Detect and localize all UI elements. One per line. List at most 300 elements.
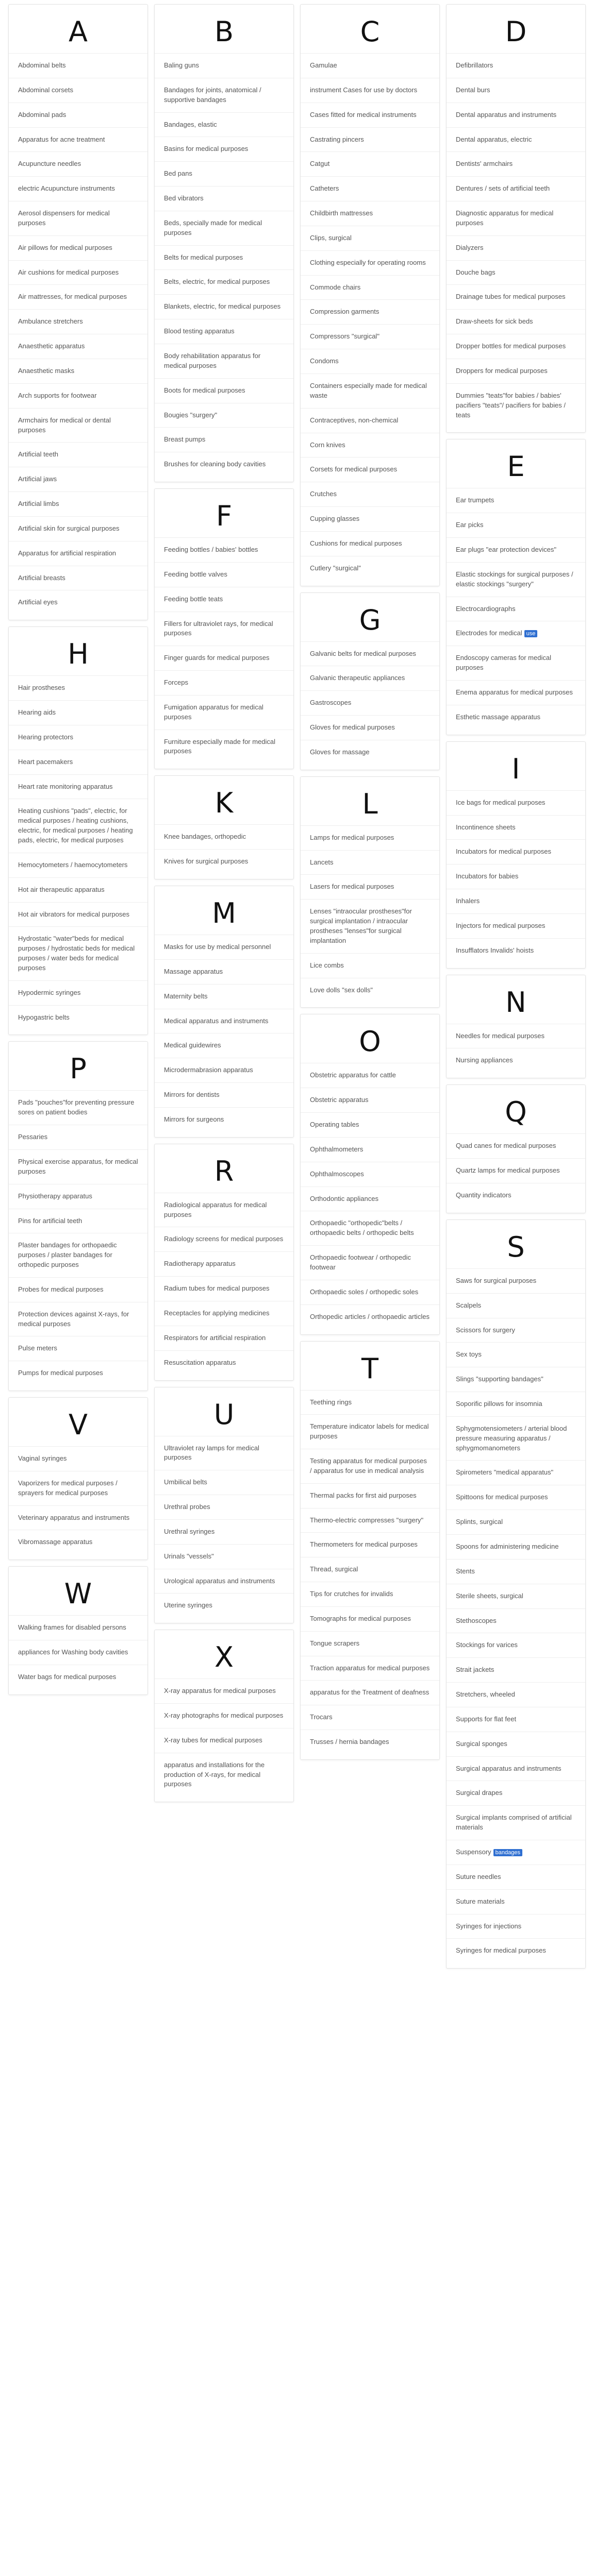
category-link[interactable] [155,1544,293,1569]
category-link[interactable] [9,774,147,799]
category-link[interactable] [447,260,585,285]
category-label: Ambulance stretchers [18,317,83,326]
category-link[interactable] [9,675,147,700]
category-link[interactable] [155,186,293,211]
category-link[interactable] [155,1276,293,1301]
category-link[interactable] [447,1840,585,1865]
category-link[interactable] [9,78,147,103]
category-link[interactable] [9,1446,147,1471]
category-link[interactable] [301,1656,439,1681]
letter-heading: Q [505,1096,527,1129]
category-link[interactable] [9,1302,147,1336]
category-label: Fumigation apparatus for medical purposes [164,703,263,721]
category-link[interactable] [447,1268,585,1293]
category-link[interactable] [301,641,439,666]
letter-heading: E [507,450,525,483]
category-label: Heart rate monitoring apparatus [18,782,113,790]
category-link[interactable] [155,1227,293,1251]
category-label: Traction apparatus for medical purposes [310,1664,430,1672]
category-link[interactable] [301,850,439,875]
letter-heading: H [68,638,89,671]
category-link[interactable] [447,1416,585,1461]
category-link[interactable] [301,978,439,1003]
category-link[interactable] [301,103,439,127]
category-link[interactable] [301,1449,439,1483]
category-link[interactable] [447,1608,585,1633]
category-link[interactable] [155,1107,293,1132]
category-link[interactable] [301,1606,439,1631]
category-link[interactable] [301,1508,439,1533]
category-link[interactable] [301,666,439,690]
category-label: Air cushions for medical purposes [18,268,119,276]
category-label: Obstetric apparatus [310,1096,369,1104]
category-label: Dialyzers [456,243,484,251]
category-link[interactable] [447,621,585,646]
category-link[interactable] [9,284,147,309]
letter-heading: B [214,15,234,48]
category-link[interactable] [9,309,147,334]
category-link[interactable] [155,1193,293,1227]
category-link[interactable] [9,799,147,852]
category-link[interactable] [301,1557,439,1582]
letter-card-f [154,488,294,769]
category-link[interactable] [9,127,147,152]
category-link[interactable] [301,1582,439,1606]
category-link[interactable] [9,1233,147,1277]
category-link[interactable] [9,103,147,127]
category-link[interactable] [447,597,585,621]
category-label: Hot air therapeutic apparatus [18,885,105,893]
category-link[interactable] [9,902,147,927]
category-link[interactable] [9,260,147,285]
category-link[interactable] [9,853,147,877]
category-link[interactable] [9,176,147,201]
category-label: Baling guns [164,61,199,69]
category-link[interactable] [447,127,585,152]
category-link[interactable] [447,646,585,680]
letter-card-i [446,741,586,969]
category-link[interactable] [155,1593,293,1618]
category-link[interactable] [301,953,439,978]
category-link[interactable] [301,1631,439,1656]
category-link[interactable] [447,1460,585,1485]
category-label: Artificial skin for surgical purposes [18,524,120,532]
category-label: Apparatus for artificial respiration [18,549,117,557]
category-link[interactable] [155,269,293,294]
category-label: Stethoscopes [456,1616,497,1624]
category-link[interactable] [155,1251,293,1276]
category-link[interactable] [447,1342,585,1367]
category-link[interactable] [447,1318,585,1343]
category-link[interactable] [9,1615,147,1640]
category-link[interactable] [301,324,439,349]
category-link[interactable] [155,319,293,344]
category-link[interactable] [447,1534,585,1559]
category-link[interactable] [447,176,585,201]
category-link[interactable] [301,506,439,531]
category-link[interactable] [9,201,147,235]
category-link[interactable] [9,334,147,359]
category-link[interactable] [447,790,585,815]
category-link[interactable] [447,1938,585,1963]
category-link[interactable] [9,1005,147,1030]
category-link[interactable] [447,201,585,235]
letter-heading: P [70,1053,87,1086]
category-label: Surgical implants comprised of artificial materials [456,1814,572,1832]
category-label: Gastroscopes [310,699,352,707]
category-label: Stents [456,1567,475,1575]
category-label: Orthopaedic "orthopedic"belts / orthopaedic belts / orthopedic belts [310,1219,414,1237]
category-link[interactable] [301,53,439,78]
category-link[interactable] [155,78,293,112]
category-link[interactable] [155,1728,293,1753]
category-label: Lancets [310,858,334,866]
category-link[interactable] [155,344,293,378]
category-link[interactable] [155,984,293,1009]
category-link[interactable] [447,1707,585,1732]
category-link[interactable] [9,1184,147,1209]
category-label: Spoons for administering medicine [456,1542,559,1550]
category-link[interactable] [301,1483,439,1508]
category-link[interactable] [9,442,147,467]
category-link[interactable] [301,176,439,201]
category-link[interactable] [155,849,293,874]
category-label: Masks for use by medical personnel [164,943,271,951]
category-link[interactable] [447,1633,585,1657]
category-label: Dental apparatus, electric [456,135,532,143]
category-link[interactable] [447,1133,585,1158]
category-link[interactable] [155,1326,293,1350]
category-link[interactable] [155,537,293,562]
category-link[interactable] [301,1304,439,1329]
category-link[interactable] [9,700,147,725]
category-link[interactable] [447,1584,585,1608]
category-link[interactable] [155,427,293,452]
category-link[interactable] [301,1211,439,1245]
category-link[interactable] [9,926,147,980]
category-link[interactable] [155,294,293,319]
category-label: Bougies "surgery" [164,411,218,419]
category-link[interactable] [155,1033,293,1058]
category-link[interactable] [155,1569,293,1594]
category-label: Physical exercise apparatus, for medical purposes [18,1157,138,1175]
category-link[interactable] [301,740,439,765]
category-link[interactable] [447,383,585,428]
category-link[interactable] [447,1865,585,1889]
category-link[interactable] [155,1082,293,1107]
category-link[interactable] [155,730,293,764]
category-link[interactable] [301,825,439,850]
category-label: Crutches [310,490,337,498]
category-link[interactable] [447,1559,585,1584]
category-link[interactable] [9,566,147,590]
category-link[interactable] [155,959,293,984]
category-label: Urinals "vessels" [164,1552,214,1560]
category-label: Radium tubes for medical purposes [164,1284,270,1293]
category-link[interactable] [9,877,147,902]
category-link[interactable] [447,913,585,938]
category-link[interactable] [447,513,585,537]
category-link[interactable] [447,1183,585,1208]
category-link[interactable] [155,1470,293,1495]
category-link[interactable] [447,1914,585,1939]
category-link[interactable] [155,935,293,959]
category-link[interactable] [301,1137,439,1162]
category-link[interactable] [301,226,439,250]
category-link[interactable] [447,1889,585,1914]
category-link[interactable] [9,359,147,383]
category-label: Syringes for injections [456,1922,522,1930]
category-label: Mirrors for surgeons [164,1115,224,1123]
category-label: Draw-sheets for sick beds [456,317,533,326]
category-link[interactable] [447,1732,585,1756]
category-label: Cushions for medical purposes [310,539,402,547]
category-label: Thread, surgical [310,1565,358,1573]
category-link[interactable] [301,374,439,408]
category-link[interactable] [447,1781,585,1805]
category-label: Body rehabilitation apparatus for medical purposes [164,351,261,369]
category-link[interactable] [447,864,585,889]
category-link[interactable] [9,1530,147,1554]
category-link[interactable] [447,235,585,260]
category-link[interactable] [155,245,293,270]
category-link[interactable] [447,537,585,562]
category-link[interactable] [301,299,439,324]
category-link[interactable] [447,1293,585,1318]
category-link[interactable] [301,457,439,482]
category-label: Lamps for medical purposes [310,833,394,841]
category-link[interactable] [447,1510,585,1534]
category-link[interactable] [9,1125,147,1149]
category-link[interactable] [447,1657,585,1682]
category-link[interactable] [301,349,439,374]
category-link[interactable] [9,408,147,443]
category-label: Physiotherapy apparatus [18,1192,92,1200]
highlight-badge: use [524,630,538,637]
category-label: instrument Cases for use by doctors [310,86,418,94]
category-link[interactable] [155,1350,293,1375]
category-link[interactable] [155,612,293,646]
category-link[interactable] [447,334,585,359]
category-link[interactable] [301,275,439,300]
letter-card-r [154,1144,294,1381]
category-link[interactable] [447,284,585,309]
category-link[interactable] [9,1471,147,1505]
category-label: Uterine syringes [164,1601,212,1609]
category-link[interactable] [447,938,585,963]
category-link[interactable] [301,1705,439,1730]
category-link[interactable] [447,488,585,513]
category-link[interactable] [9,467,147,492]
category-label: Knee bandages, orthopedic [164,833,246,841]
category-link[interactable] [447,1048,585,1073]
category-link[interactable] [155,403,293,428]
category-link[interactable] [155,1519,293,1544]
category-link[interactable] [447,1756,585,1781]
category-label: Massage apparatus [164,967,223,975]
category-label: Gamulae [310,61,337,69]
category-link[interactable] [447,1392,585,1416]
category-label: Galvanic belts for medical purposes [310,649,416,657]
category-link[interactable] [447,1805,585,1840]
category-link[interactable] [155,378,293,403]
category-link[interactable] [301,1390,439,1415]
category-label: Ophthalmometers [310,1145,364,1153]
category-label: Brushes for cleaning body cavities [164,460,266,468]
category-link[interactable] [9,750,147,774]
category-label: Thermo-electric compresses "surgery" [310,1516,424,1524]
category-link[interactable] [301,1730,439,1754]
category-label: Air pillows for medical purposes [18,243,112,251]
category-link[interactable] [155,695,293,730]
category-link[interactable] [155,53,293,78]
category-link[interactable] [447,309,585,334]
category-link[interactable] [301,482,439,506]
category-link[interactable] [9,492,147,516]
category-link[interactable] [155,562,293,587]
category-link[interactable] [447,53,585,78]
category-label: Urethral syringes [164,1527,215,1535]
letter-heading: M [212,897,236,929]
category-link[interactable] [9,1361,147,1385]
category-link[interactable] [447,1367,585,1392]
category-link[interactable] [155,1753,293,1797]
letter-card-g [300,592,440,770]
category-link[interactable] [301,531,439,556]
category-link[interactable] [447,680,585,705]
category-link[interactable] [301,250,439,275]
category-link[interactable] [447,1485,585,1510]
category-link[interactable] [155,1679,293,1703]
category-link[interactable] [9,1665,147,1689]
category-link[interactable] [301,899,439,953]
category-link[interactable] [301,1280,439,1304]
category-link[interactable] [9,980,147,1005]
category-label: Arch supports for footwear [18,391,97,399]
category-link[interactable] [301,127,439,152]
category-link[interactable] [9,151,147,176]
category-link[interactable] [447,1024,585,1048]
category-label: Enema apparatus for medical purposes [456,688,573,697]
category-link[interactable] [9,541,147,566]
category-link[interactable] [447,815,585,840]
category-label: Catgut [310,160,330,168]
category-link[interactable] [155,670,293,695]
category-label: Bed vibrators [164,194,204,202]
category-link[interactable] [301,690,439,715]
category-link[interactable] [9,235,147,260]
category-link[interactable] [447,78,585,103]
category-link[interactable] [301,1187,439,1211]
category-link[interactable] [447,1158,585,1183]
category-link[interactable] [9,53,147,78]
category-label: Dental apparatus and instruments [456,110,557,118]
category-label: Belts, electric, for medical purposes [164,278,270,286]
category-link[interactable] [301,408,439,433]
category-link[interactable] [9,590,147,615]
category-label: Vaginal syringes [18,1454,67,1463]
category-label: Urological apparatus and instruments [164,1577,275,1585]
category-link[interactable] [9,1149,147,1184]
category-link[interactable] [301,151,439,176]
category-link[interactable] [301,78,439,103]
category-link[interactable] [155,587,293,612]
category-link[interactable] [9,1277,147,1302]
category-link[interactable] [155,1009,293,1033]
category-link[interactable] [9,1505,147,1530]
category-link[interactable] [9,1209,147,1233]
category-link[interactable] [155,1058,293,1082]
category-link[interactable] [155,824,293,849]
category-label: Ear picks [456,521,484,529]
category-link[interactable] [9,516,147,541]
category-link[interactable] [9,1090,147,1125]
category-link[interactable] [155,211,293,245]
category-label: electric Acupuncture instruments [18,184,115,193]
category-link[interactable] [301,1532,439,1557]
category-label: Feeding bottle teats [164,595,223,603]
letter-heading: R [214,1155,234,1188]
category-link[interactable] [447,705,585,730]
category-label: Surgical sponges [456,1739,507,1748]
category-link[interactable] [155,161,293,186]
category-link[interactable] [447,103,585,127]
category-link[interactable] [155,646,293,670]
category-link[interactable] [301,1088,439,1112]
category-link[interactable] [301,433,439,457]
category-link[interactable] [447,1682,585,1707]
category-link[interactable] [301,1112,439,1137]
category-link[interactable] [447,359,585,383]
category-link[interactable] [447,562,585,597]
category-link[interactable] [155,452,293,477]
category-label: appliances for Washing body cavities [18,1648,128,1656]
category-link[interactable] [301,715,439,740]
category-link[interactable] [9,1640,147,1665]
category-label: X-ray tubes for medical purposes [164,1736,262,1744]
category-link[interactable] [9,725,147,750]
category-link[interactable] [301,874,439,899]
category-link[interactable] [301,1063,439,1088]
category-link[interactable] [9,383,147,408]
category-link[interactable] [447,889,585,913]
category-link[interactable] [155,1436,293,1470]
category-link[interactable] [301,1680,439,1705]
category-label: Syringes for medical purposes [456,1946,546,1955]
category-link[interactable] [447,839,585,864]
category-link[interactable] [155,137,293,161]
category-label: Slings "supporting bandages" [456,1375,543,1383]
category-link[interactable] [155,1495,293,1519]
category-link[interactable] [155,1301,293,1326]
category-link[interactable] [447,151,585,176]
category-link[interactable] [301,201,439,226]
category-link[interactable] [9,1336,147,1361]
category-label: Urethral probes [164,1503,210,1511]
category-label: Fillers for ultraviolet rays, for medical purposes [164,619,273,637]
category-link[interactable] [301,1245,439,1280]
category-link[interactable] [301,556,439,581]
letter-card-x [154,1630,294,1802]
category-label: Ultraviolet ray lamps for medical purposes [164,1444,259,1462]
category-label: Scalpels [456,1301,482,1309]
category-link[interactable] [301,1162,439,1187]
category-label: Hot air vibrators for medical purposes [18,910,130,918]
category-link[interactable] [301,1414,439,1449]
category-link[interactable] [155,112,293,137]
category-link[interactable] [155,1703,293,1728]
category-label: Dental burs [456,86,490,94]
